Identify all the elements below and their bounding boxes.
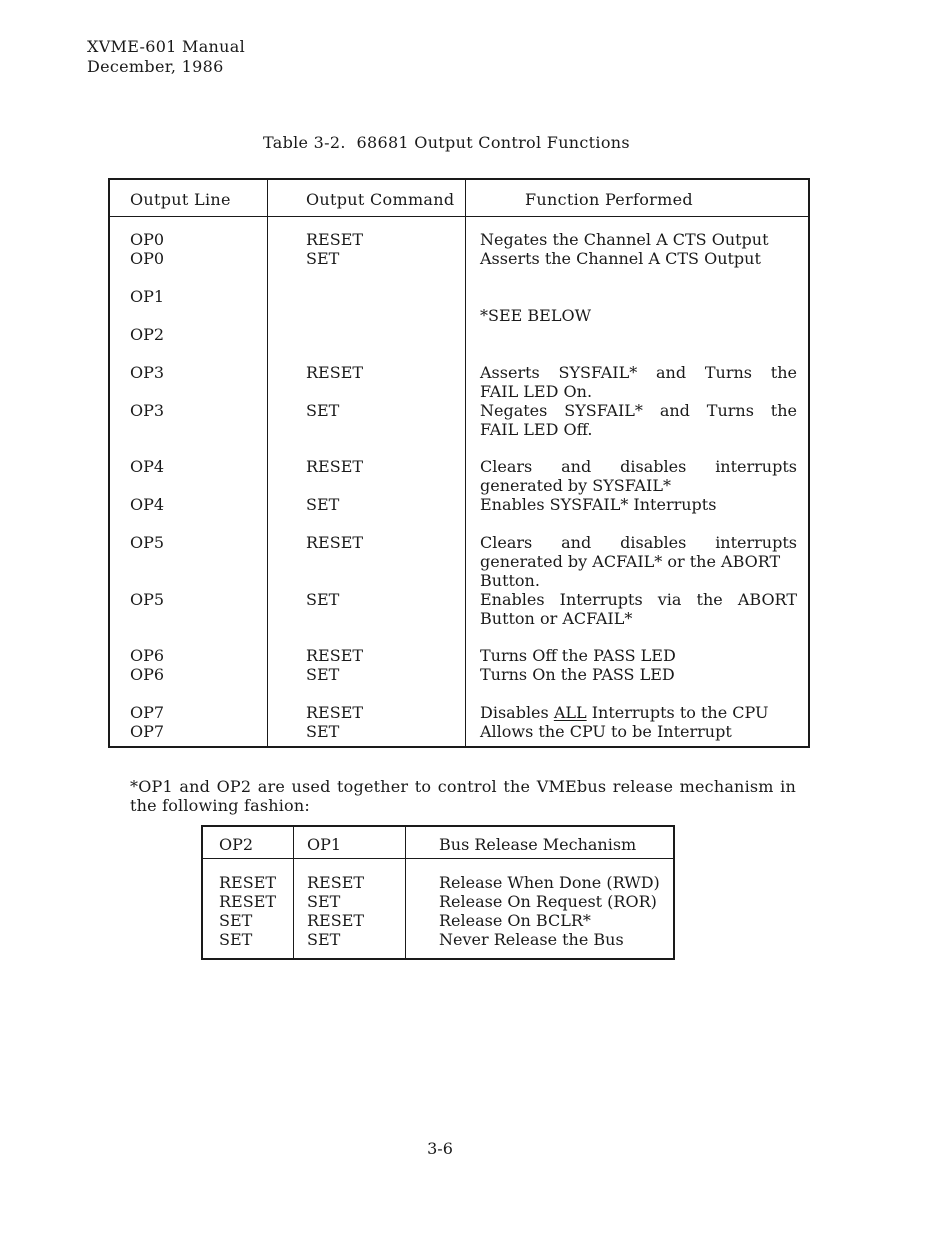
output-line: OP4 (130, 457, 165, 476)
op2-value: RESET (219, 873, 277, 892)
function-performed: Disables ALL Interrupts to the CPU (480, 703, 769, 722)
column-divider (293, 827, 294, 958)
function-performed: Asserts SYSFAIL* and Turns the FAIL LED On. (480, 363, 797, 401)
function-performed: Enables SYSFAIL* Interrupts (480, 495, 717, 514)
header-output-command: Output Command (306, 190, 455, 209)
op1-value: SET (307, 892, 341, 911)
output-command: RESET (306, 457, 364, 476)
output-line: OP4 (130, 495, 165, 514)
function-performed: Enables Interrupts via the ABORT Button or ACFAIL* (480, 590, 797, 628)
output-line: OP1 (130, 287, 165, 306)
output-command: RESET (306, 363, 364, 382)
header-divider (110, 216, 808, 217)
output-command: SET (306, 495, 340, 514)
function-performed: *SEE BELOW (480, 306, 592, 325)
function-performed: Clears and disables interrupts generated by SYSFAIL* (480, 457, 797, 495)
header-bus-release-mechanism: Bus Release Mechanism (439, 835, 637, 854)
op2-value: SET (219, 930, 253, 949)
header-output-line: Output Line (130, 190, 231, 209)
output-command: SET (306, 665, 340, 684)
manual-title: XVME-601 Manual (87, 37, 246, 56)
mechanism-value: Release When Done (RWD) (439, 873, 660, 892)
mechanism-value: Release On Request (ROR) (439, 892, 657, 911)
mechanism-value: Release On BCLR* (439, 911, 591, 930)
output-line: OP5 (130, 590, 165, 609)
output-command: RESET (306, 703, 364, 722)
output-line: OP3 (130, 401, 165, 420)
output-line: OP5 (130, 533, 165, 552)
table-caption: Table 3-2. 68681 Output Control Functions (263, 133, 630, 152)
output-line: OP2 (130, 325, 165, 344)
mechanism-value: Never Release the Bus (439, 930, 624, 949)
function-performed: Clears and disables interrupts generated by ACFAIL* or the ABORT Button. (480, 533, 797, 590)
output-line: OP7 (130, 703, 165, 722)
op1-value: RESET (307, 873, 365, 892)
bus-release-table (201, 825, 675, 960)
footnote-paragraph: *OP1 and OP2 are used together to control the VMEbus release mechanism in the following fashion: (130, 777, 796, 815)
function-performed: Negates SYSFAIL* and Turns the FAIL LED Off. (480, 401, 797, 439)
output-line: OP6 (130, 646, 165, 665)
output-line: OP3 (130, 363, 165, 382)
output-line: OP0 (130, 249, 165, 268)
op1-value: SET (307, 930, 341, 949)
function-performed: Turns Off the PASS LED (480, 646, 676, 665)
output-command: SET (306, 590, 340, 609)
function-performed: Negates the Channel A CTS Output (480, 230, 769, 249)
output-line: OP7 (130, 722, 165, 741)
output-control-table (108, 178, 810, 748)
function-performed: Asserts the Channel A CTS Output (480, 249, 761, 268)
output-command: RESET (306, 646, 364, 665)
document-header (87, 37, 245, 77)
output-command: SET (306, 401, 340, 420)
header-function-performed: Function Performed (525, 190, 693, 209)
header-divider (203, 858, 673, 859)
function-performed: Turns On the PASS LED (480, 665, 675, 684)
header-op2: OP2 (219, 835, 254, 854)
op1-value: RESET (307, 911, 365, 930)
output-command: SET (306, 249, 340, 268)
column-divider (267, 180, 268, 746)
column-divider (465, 180, 466, 746)
page-number: 3-6 (427, 1139, 453, 1158)
output-command: RESET (306, 533, 364, 552)
op2-value: RESET (219, 892, 277, 911)
output-command: SET (306, 722, 340, 741)
output-line: OP6 (130, 665, 165, 684)
emphasis-all: ALL (553, 703, 587, 722)
manual-date: December, 1986 (87, 57, 224, 76)
output-line: OP0 (130, 230, 165, 249)
column-divider (405, 827, 406, 958)
function-performed: Allows the CPU to be Interrupt (480, 722, 732, 741)
op2-value: SET (219, 911, 253, 930)
header-op1: OP1 (307, 835, 342, 854)
output-command: RESET (306, 230, 364, 249)
